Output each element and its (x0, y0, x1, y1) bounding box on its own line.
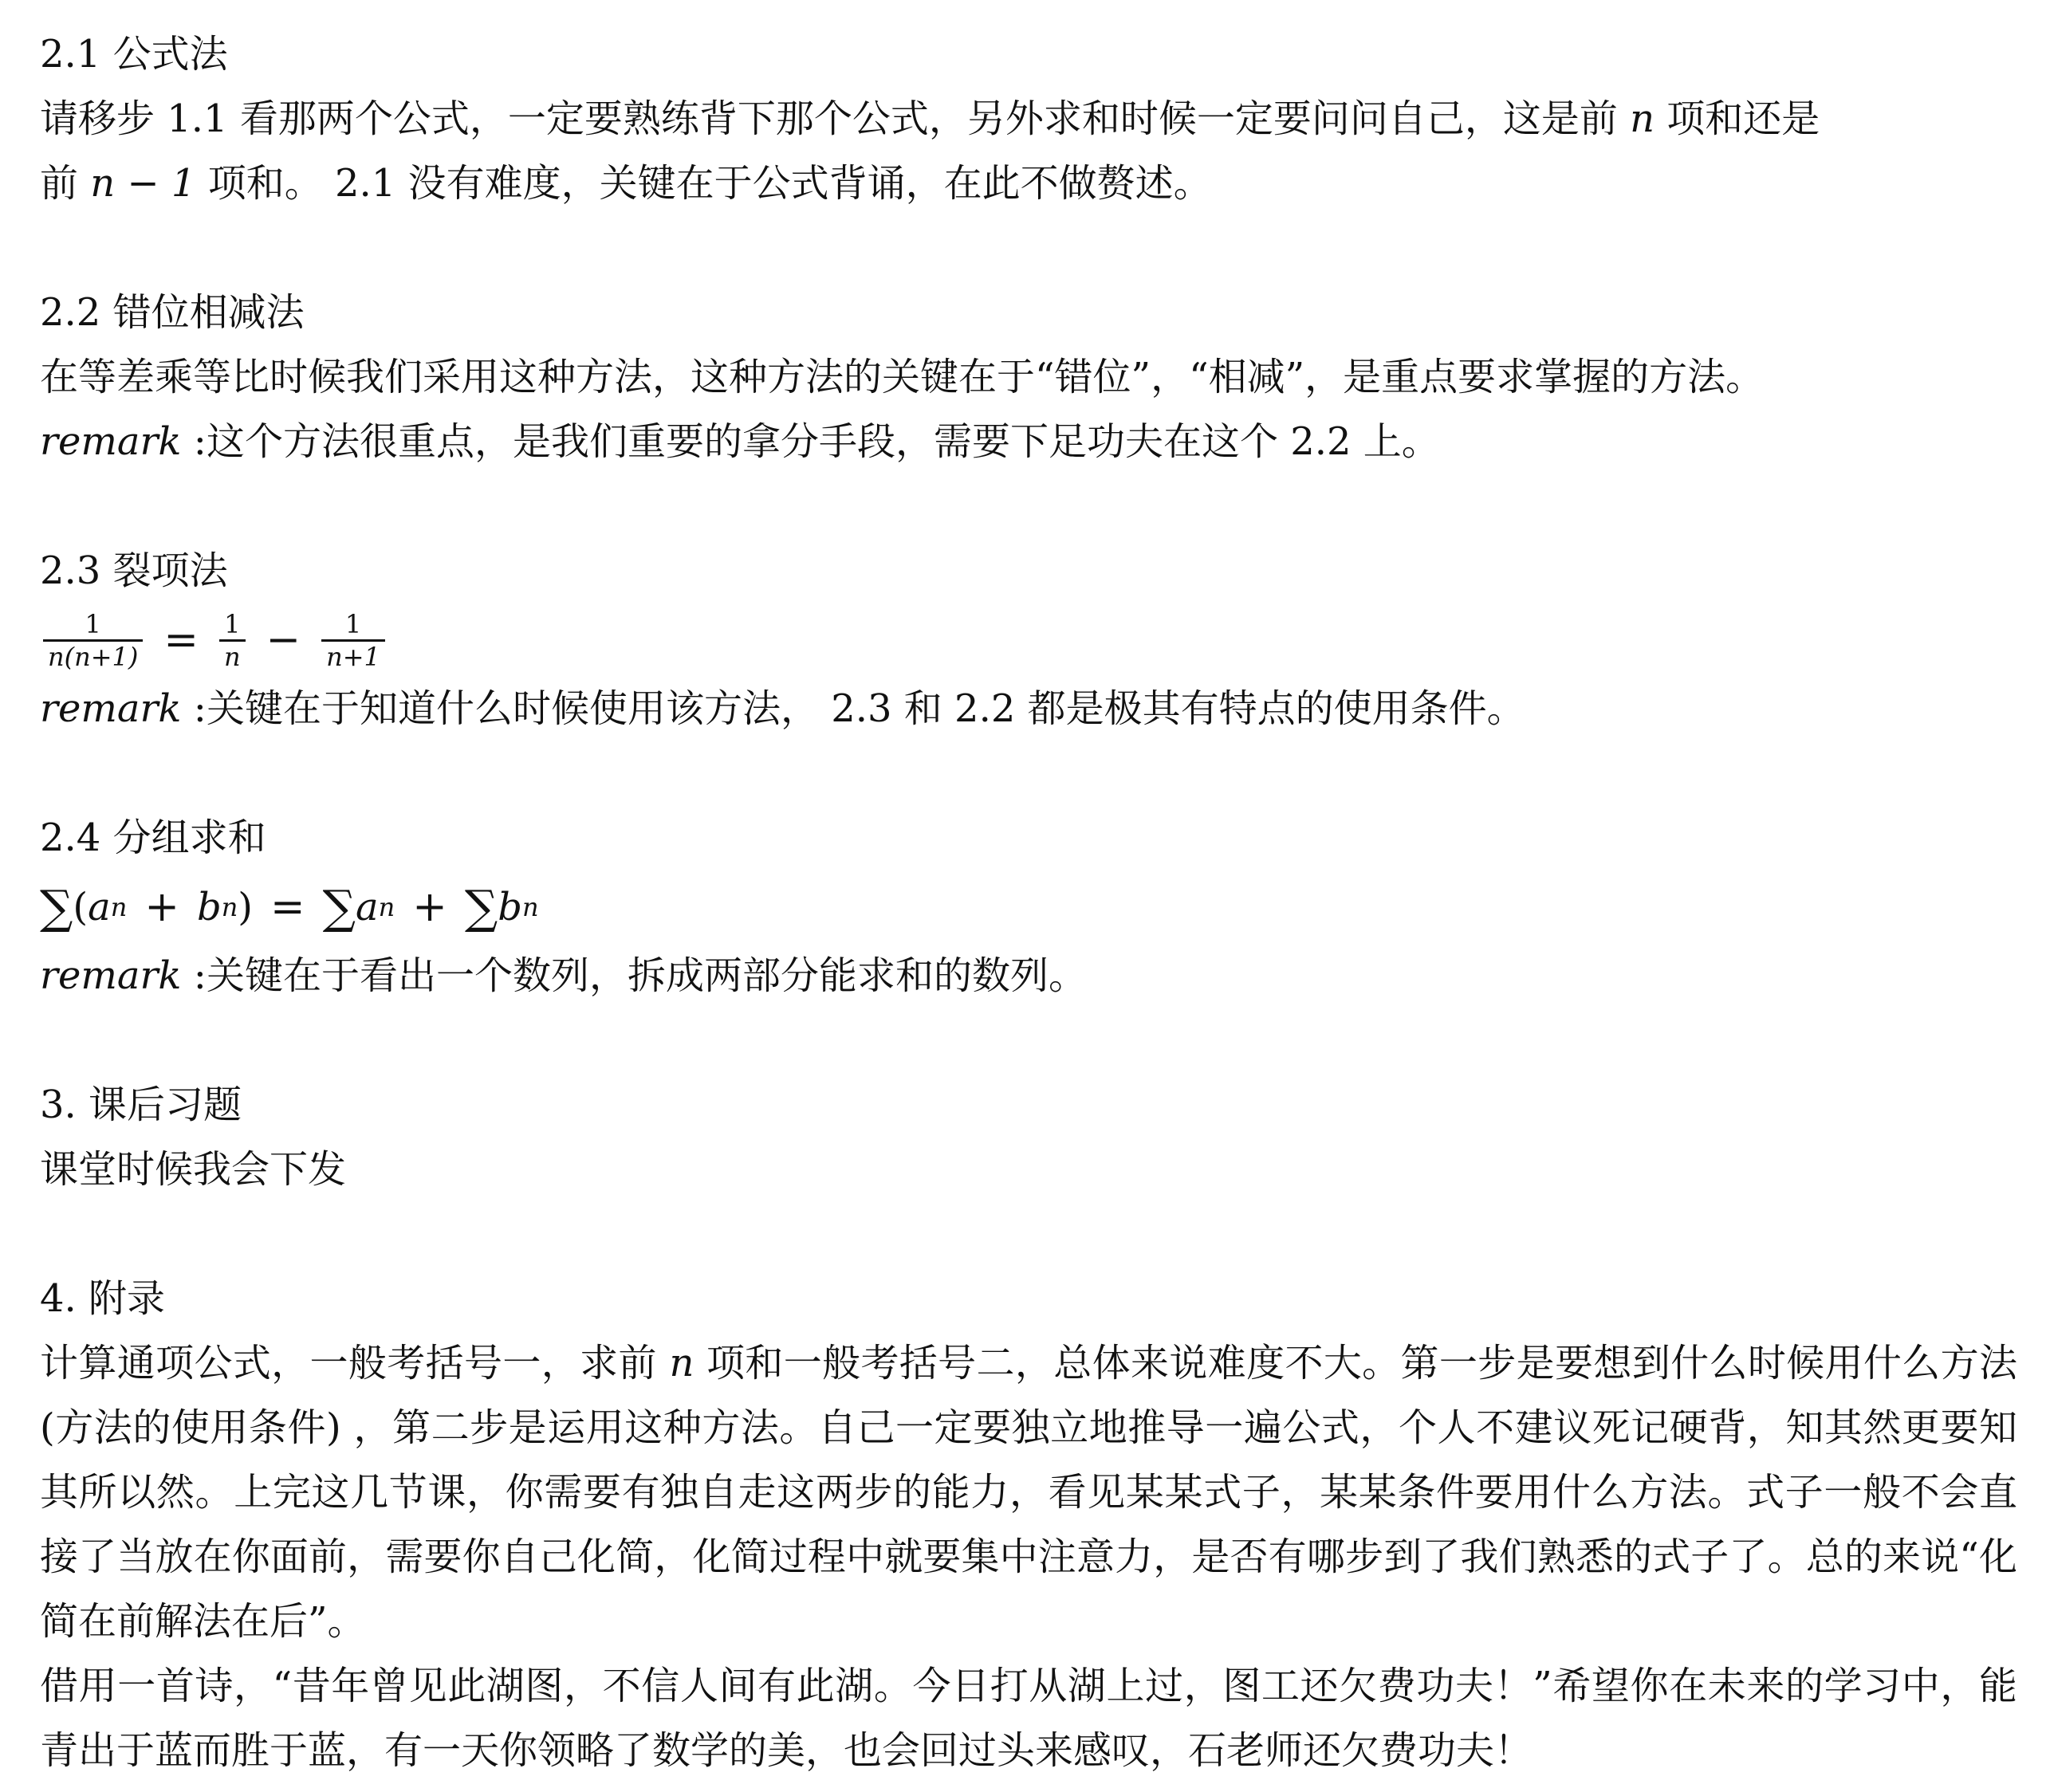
numerator: 1 (224, 608, 241, 639)
section-2-2 (40, 281, 2017, 474)
subscript: n (521, 891, 539, 922)
denominator: n(n+1) (48, 641, 139, 672)
remark-line (40, 677, 2017, 741)
remark-text: :关键在于看出一个数列，拆成两部分能求和的数列。 (181, 953, 1087, 998)
section-heading: 3. 课后习题 (40, 1083, 242, 1127)
section-heading: 2.1 公式法 (40, 32, 228, 77)
plus-sign: + (412, 882, 447, 931)
denominator: n+1 (326, 641, 380, 672)
subscript: n (378, 891, 395, 922)
text: 请移步 1.1 看那两个公式，一定要熟练背下那个公式，另外求和时候一定要问问自己，这是前 (40, 96, 1631, 141)
section-heading: 2.2 错位相减法 (40, 290, 305, 335)
remark-line (40, 410, 2017, 474)
paragraph-line (40, 151, 2017, 216)
section-heading: 2.4 分组求和 (40, 815, 266, 860)
math-variable: a (356, 884, 379, 929)
subscript: n (110, 891, 128, 922)
poem-paragraph: 借用一首诗，“昔年曾见此湖图，不信人间有此湖。今日打从湖上过，图工还欠费功夫！”希望你在未来的学习中，能青出于蓝而胜于蓝，有一天你领略了数学的美，也会回过头来感叹，石老师还欠费功夫！ (40, 1664, 2017, 1773)
remark-text: :这个方法很重点，是我们重要的拿分手段，需要下足功夫在这个 2.2 上。 (181, 419, 1440, 464)
section-2-3 (40, 539, 2017, 741)
paragraph-line: 在等差乘等比时候我们采用这种方法，这种方法的关键在于“错位”，“相减”，是重点要求掌握的方法。 (40, 355, 1765, 399)
section-2-4 (40, 806, 2017, 1008)
remark-label: remark (40, 419, 182, 464)
section-heading: 4. 附录 (40, 1276, 166, 1321)
document (40, 22, 2017, 1783)
sigma-symbol: ∑ (322, 879, 356, 934)
denominator: n (223, 641, 241, 672)
math-expression: n − 1 (90, 161, 196, 206)
numerator: 1 (85, 608, 101, 639)
minus-sign: − (266, 615, 301, 664)
paragraph-line (40, 87, 2017, 151)
sigma-symbol: ∑ (464, 879, 498, 934)
paren: ( (73, 884, 89, 929)
equals-sign: = (163, 615, 199, 664)
math-variable: a (88, 884, 111, 929)
numerator: 1 (344, 608, 362, 639)
subscript: n (221, 891, 238, 922)
text: 项和。 2.1 没有难度，关键在于公式背诵，在此不做赘述。 (195, 161, 1212, 206)
equals-sign: = (270, 882, 305, 931)
grouping-formula (40, 870, 2017, 944)
math-variable: b (498, 884, 522, 929)
section-4 (40, 1267, 2017, 1783)
fraction (43, 609, 143, 672)
text: 计算通项公式，一般考括号一，求前 (40, 1341, 670, 1385)
text: 项和一般考括号二，总体来说难度不大。第一步是要想到什么时候用什么方法 (方法的使用条件) ，第二步是运用这种方法。自己一定要独立地推导一遍公式，个人不建议死记硬背，知其然更要知其所以然。上完这几节课，你需要有独自走这两步的能力，看见某某式子，某某条件要用什么方法。式子一般不会直接了当放在你面前，需要你自己化简，化简过程中就要集中注意力，是否有哪步到了我们熟悉的式子了。总的来说“化简在前解法在后”。 (40, 1341, 2018, 1644)
math-variable: n (669, 1341, 694, 1385)
remark-text: :关键在于知道什么时候使用该方法， 2.3 和 2.2 都是极其有特点的使用条件。 (181, 686, 1525, 731)
fraction (321, 609, 385, 672)
remark-label: remark (40, 953, 182, 998)
section-heading: 2.3 裂项法 (40, 548, 228, 593)
section-3 (40, 1073, 2017, 1202)
plus-sign: + (144, 882, 179, 931)
math-variable: b (196, 884, 222, 929)
section-2-1 (40, 22, 2017, 216)
math-variable: n (1630, 96, 1655, 141)
text: 前 (40, 161, 91, 206)
telescoping-formula (40, 603, 2017, 677)
remark-label: remark (40, 686, 182, 731)
paren: ) (238, 884, 254, 929)
sigma-symbol: ∑ (40, 879, 73, 934)
text: 项和还是 (1655, 96, 1820, 141)
appendix-paragraph (40, 1331, 2017, 1654)
fraction (219, 609, 246, 672)
remark-line (40, 944, 2017, 1008)
paragraph-line: 课堂时候我会下发 (40, 1147, 347, 1192)
